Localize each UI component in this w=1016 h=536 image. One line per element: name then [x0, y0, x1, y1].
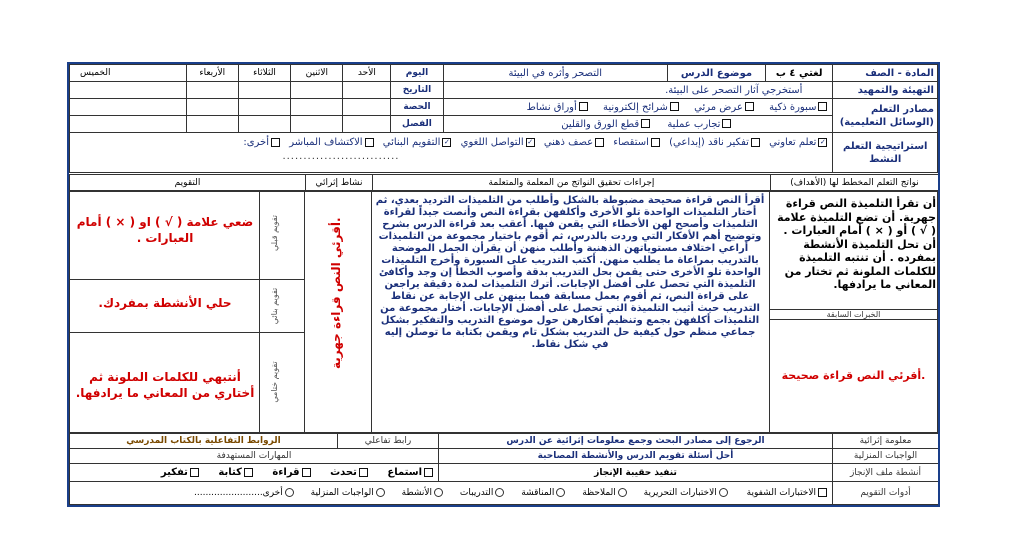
checkbox-icon[interactable]	[302, 468, 311, 477]
skill-writing[interactable]: كتابة	[218, 467, 254, 478]
subject-label: المادة - الصف	[833, 65, 938, 82]
skill-reading[interactable]: قراءة	[272, 467, 312, 478]
strategy-label-1: استراتيجية التعلم	[842, 140, 928, 152]
tool-discussion[interactable]: المناقشة	[521, 488, 567, 498]
checkbox-icon[interactable]	[365, 138, 374, 147]
checkbox-icon[interactable]	[751, 138, 760, 147]
checked-checkbox-icon[interactable]	[442, 138, 451, 147]
tool-observation[interactable]: الملاحظة	[582, 488, 629, 498]
strategy-other[interactable]: أخرى:	[243, 137, 282, 148]
divider	[69, 279, 305, 280]
radio-icon[interactable]	[495, 488, 504, 497]
pre-assessment-label: تقويم قبلي	[270, 214, 279, 252]
checkbox-icon[interactable]	[745, 102, 754, 111]
period-label: الحصة	[391, 99, 443, 116]
topic-label: موضوع الدرس	[667, 65, 765, 82]
checked-checkbox-icon[interactable]	[818, 138, 827, 147]
col-procedures: إجراءات تحقيق النواتج من المعلمة والمتعلمة	[373, 175, 771, 191]
col-assessment: التقويم	[70, 175, 306, 191]
tool-other[interactable]: أخرى........................	[194, 488, 296, 498]
body-header-row	[69, 174, 938, 191]
source-worksheets[interactable]: أوراق نشاط	[527, 102, 590, 113]
summative-assessment-text: أنتبهي للكلمات الملونة ثم أختاري من المعاني ما يرادفها.	[75, 370, 255, 400]
source-paper-pieces[interactable]: قطع الورق والقلين	[561, 119, 652, 130]
topic-value: التصحر وأثره في البيئة	[443, 65, 667, 82]
checkbox-icon[interactable]	[579, 102, 588, 111]
interactive-link-label: رابط تفاعلي	[338, 434, 439, 449]
radio-icon[interactable]	[719, 488, 728, 497]
divider	[769, 319, 938, 320]
day-col-thursday: الخميس	[70, 65, 187, 82]
source-smartboard[interactable]: سبورة ذكية	[769, 102, 829, 113]
sources-label-1: مصادر التعلم	[870, 103, 934, 115]
enrich-info-label: معلومة إثرائية	[833, 434, 939, 449]
divider	[769, 191, 770, 433]
homework-value: أحل أسئلة تقويم الدرس والأنشطة المصاحبة	[439, 449, 833, 464]
checkbox-icon[interactable]	[190, 468, 199, 477]
radio-icon[interactable]	[376, 488, 385, 497]
skill-thinking[interactable]: تفكير	[161, 467, 201, 478]
tool-written-tests[interactable]: الاختبارات التحريرية	[644, 488, 730, 498]
strategy-label-2: النشط	[869, 153, 902, 165]
checkbox-icon[interactable]	[818, 102, 827, 111]
checkbox-icon[interactable]	[359, 468, 368, 477]
tool-activities[interactable]: الأنشطة	[402, 488, 445, 498]
assessment-tools-options	[70, 482, 833, 505]
day-label: اليوم	[391, 65, 443, 82]
skill-speaking[interactable]: تحدث	[330, 467, 370, 478]
strategy-dots: ............................	[282, 151, 400, 162]
skills-options	[70, 464, 439, 482]
strategy-inquiry[interactable]: استقصاء	[613, 137, 662, 148]
checkbox-icon[interactable]	[651, 138, 660, 147]
col-activity: نشاط إثرائي	[306, 175, 373, 191]
prior-knowledge-text: أقرئي النص قراءة صحيحة.	[781, 369, 926, 382]
tool-homework[interactable]: الواجبات المنزلية	[311, 488, 387, 498]
radio-icon[interactable]	[285, 488, 294, 497]
assessment-tools-label: أدوات التقويم	[833, 482, 939, 505]
sources-label-2: (الوسائل التعليمية)	[839, 116, 934, 128]
radio-icon[interactable]	[618, 488, 627, 497]
strategy-cooperative[interactable]: ✓تعلم تعاوني	[769, 137, 829, 148]
strategy-options	[73, 136, 829, 150]
portfolio-value: تنفيذ حقيبة الإنجاز	[439, 464, 833, 482]
class-label: الفصل	[391, 116, 443, 133]
checked-checkbox-icon[interactable]	[526, 138, 535, 147]
date-label: التاريخ	[391, 82, 443, 99]
enrichment-activity-text: أقرئي النص قراءة جهرية.	[329, 217, 343, 369]
pre-assessment-text: ضعي علامة ( √ ) او ( × ) أمام العبارات .	[76, 215, 254, 245]
radio-icon[interactable]	[556, 488, 565, 497]
checkbox-icon[interactable]	[595, 138, 604, 147]
subject-value: لغتي ٤ ب	[765, 65, 833, 82]
strategy-discovery[interactable]: الاكتشاف المباشر	[289, 137, 375, 148]
enrich-info-value: الرجوع إلى مصادر البحث وجمع معلومات إثرائية عن الدرس	[439, 434, 833, 449]
outcomes-text: أن تقرأ التلميذة النص قراءة جهرية. أن تضع التلميذة علامة ( √ ) أو ( × ) أمام العبارات . أن تحل التلميذة الأنشطة بمفرده . أن تنتبه التلميذة للكلمات الملونة ثم تختار من المعاني ما يرادفها.	[777, 197, 936, 291]
tool-exercises[interactable]: التدريبات	[460, 488, 506, 498]
portfolio-label: أنشطة ملف الإنجاز	[833, 464, 939, 482]
radio-icon[interactable]	[434, 488, 443, 497]
strategy-formative[interactable]: ✓التقويم البنائي	[383, 137, 454, 148]
interactive-link-value[interactable]: الروابط التفاعلية بالكتاب المدرسي	[70, 434, 338, 449]
divider	[69, 332, 305, 333]
strategy-communication[interactable]: ✓التواصل اللغوي	[461, 137, 537, 148]
strategy-critical-thinking[interactable]: تفكير ناقد (إبداعي)	[669, 137, 762, 148]
lesson-header-section	[69, 64, 938, 172]
skill-listening[interactable]: استماع	[387, 467, 435, 478]
checkbox-icon[interactable]	[818, 488, 827, 497]
footer-section	[69, 433, 938, 505]
checkbox-icon[interactable]	[722, 119, 731, 128]
divider	[259, 191, 260, 433]
divider	[304, 191, 305, 433]
source-slides[interactable]: شرائح إلكترونية	[603, 102, 681, 113]
formative-assessment-label: تقويم بنائي	[270, 287, 279, 325]
day-col-monday: الاثنين	[291, 65, 343, 82]
checkbox-icon[interactable]	[641, 119, 650, 128]
tool-oral-tests[interactable]: الاختبارات الشفوية	[747, 488, 829, 498]
day-col-tuesday: الثلاثاء	[238, 65, 290, 82]
checkbox-icon[interactable]	[244, 468, 253, 477]
lesson-plan-sheet	[67, 62, 940, 507]
procedures-text: أقرأ النص قراءة صحيحة مضبوطة بالشكل وأطلب من التلميذات الترديد بعدي، ثم أختار التلميذات الواحدة تلو الأخرى وأكلفهن بقراءة النص وأنصت جيداً لقراءة التلميذات وأصحح لهن الأخطاء التي يقعن فيها. أعقب بعد قراءة الدرس بشرح وتوضيح أهم الأفكار التي وردت بالدرس، ثم أقوم باختيار مجموعة من التلميذات أراعي اختلاف مستوياتهن الذهنية وأطلب منهن أن يقرأن الجمل الموضحة بالتدريب بمراعاة ما يطلب منهن. أكتب التدريب على السبورة وأخرج التلميذات الواحدة تلو الأخرى حتى يقمن بحل التدريب بدقة وأصوب الخطأ إن وجد وأكافئ التلميذة التي تحصل على أفضل الإجابات. أترك التلميذات لمدة دقيقة يراجعن على قراءة النص، ثم أقوم بعمل مسابقة فيما بينهن على الإجابة عن نقاط التدريب حيث أثيب التلميذة التي تحصل على أفضل الإجابات. أختار مجموعة من التلميذات أكلفهن بجمع وتنظيم أفكارهن حول موضوع التدريب والتفكير بشكل جماعي منظم حول كيفية حل التدريب بشكل تام ويقمن بكتابة ما توصلن إليه في شكل نقاط.	[375, 195, 765, 350]
sources-row-1	[443, 99, 833, 116]
intro-label: التهيئة والتمهيد	[833, 82, 938, 99]
strategy-brainstorm[interactable]: عصف ذهني	[544, 137, 606, 148]
formative-assessment-text: حلي الأنشطة بمفردك.	[98, 296, 232, 310]
checkbox-icon[interactable]	[424, 468, 433, 477]
divider	[371, 191, 372, 433]
col-outcomes: نواتج التعلم المخطط لها (الأهداف)	[771, 175, 939, 191]
checkbox-icon[interactable]	[271, 138, 280, 147]
source-video[interactable]: عرض مرئي	[694, 102, 756, 113]
homework-label: الواجبات المنزلية	[833, 449, 939, 464]
day-col-sunday: الأحد	[343, 65, 391, 82]
source-experiments[interactable]: تجارب عملية	[667, 119, 733, 130]
sources-row-2	[443, 116, 833, 133]
prior-knowledge-label: الخبرات السابقة	[826, 310, 881, 319]
intro-value: أستخرجي آثار التصحر على البيئة.	[443, 82, 833, 99]
summative-assessment-label: تقويم ختامي	[270, 361, 279, 403]
skills-label: المهارات المستهدفة	[70, 449, 439, 464]
day-col-wednesday: الأربعاء	[186, 65, 238, 82]
checkbox-icon[interactable]	[670, 102, 679, 111]
